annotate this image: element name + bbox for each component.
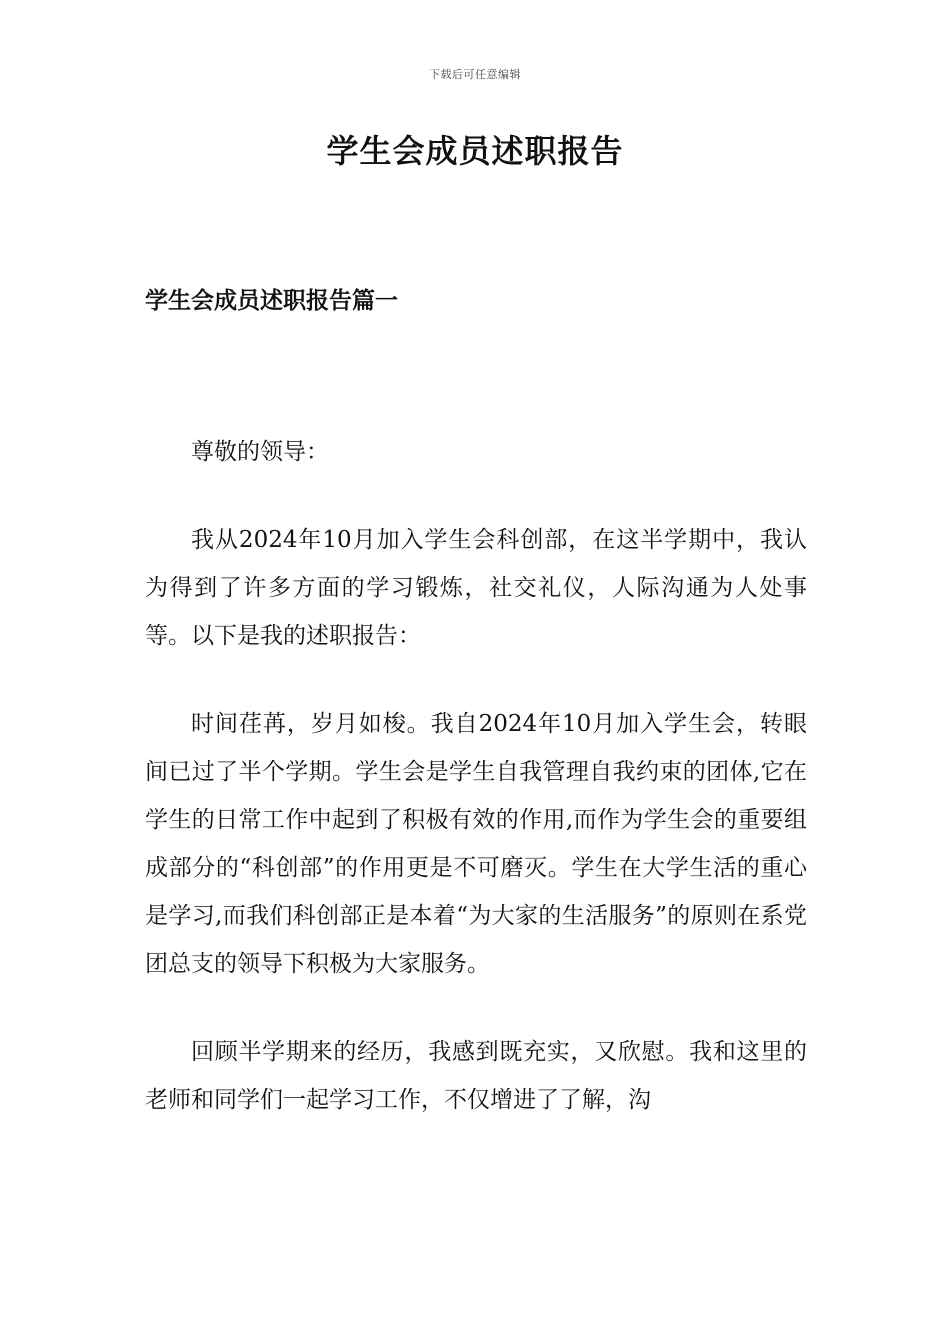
header-note: 下载后可任意编辑: [429, 68, 521, 81]
paragraph-3: 回顾半学期来的经历，我感到既充实，又欣慰。我和这里的老师和同学们一起学习工作，不仅增进了了解，沟: [145, 1039, 807, 1113]
paragraph-2: 时间荏苒，岁月如梭。我自2024年10月加入学生会，转眼间已过了半个学期。学生会是学生自我管理自我约束的团体,它在学生的日常工作中起到了积极有效的作用,而作为学生会的重要组成部分的“科创部”的作用更是不可磨灭。学生在大学生活的重心是学习,而我们科创部正是本着“为大家的生活服务”的原则在系党团总支的领导下积极为大家服务。: [145, 711, 807, 977]
document-body: [145, 428, 807, 1164]
salutation: 尊敬的领导：: [191, 439, 329, 465]
paragraph-1: 我从2024年10月加入学生会科创部，在这半学期中，我认为得到了许多方面的学习锻炼，社交礼仪，人际沟通为人处事等。以下是我的述职报告：: [145, 527, 807, 649]
document-title: 学生会成员述职报告: [326, 132, 624, 170]
section-title: 学生会成员述职报告篇一: [145, 287, 398, 314]
